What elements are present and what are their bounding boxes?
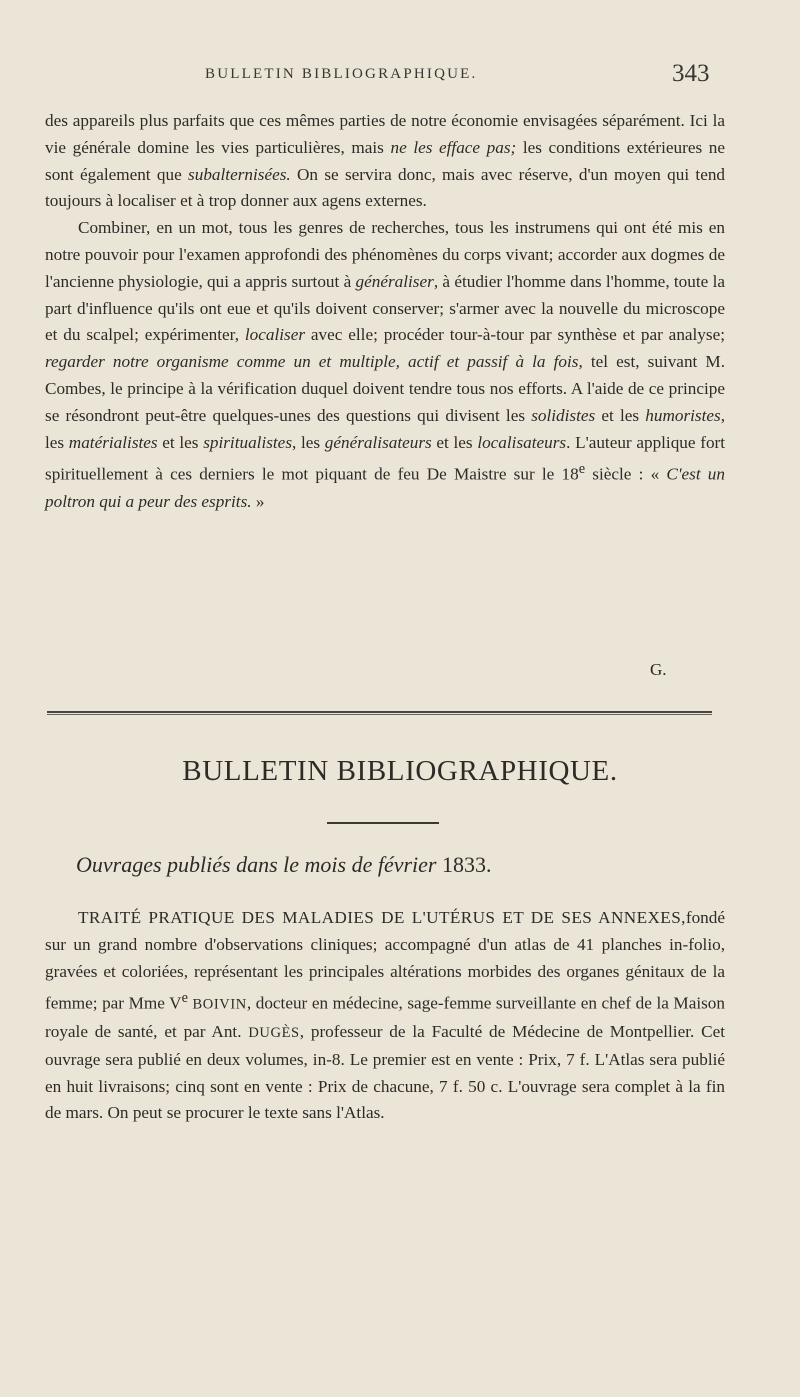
- text-run: , professeur de la Faculté de Médecine de Montpellier. Cet ouvrage sera publié en deux volumes, in-8. Le premier est en vente : Prix, 7 f. L'Atlas sera publié en huit livraisons; cinq sont en vente : Prix de chacune, 7 f. 50 c. L'ouvrage sera complet à la fin de mars. On peut se procurer le texte sans l'Atlas.: [45, 1021, 725, 1123]
- text-run: et les: [595, 405, 646, 425]
- paragraph-1: [45, 108, 725, 215]
- text-run: , docteur en médecine, sage-femme surveillante en chef de la Maison royale de santé, et par Ant.: [45, 994, 725, 1041]
- text-run: fondé sur un grand nombre d'observations cliniques; accompagné d'un atlas de 41 planches in-folio, gravées et coloriées, représentant les principales altérations morbides des organes génitaux de la femme; par Mme V: [45, 908, 725, 1014]
- text-run: . L'auteur applique fort spirituellement à ces derniers le mot piquant de feu De Maistre sur le 18: [45, 432, 726, 485]
- text-run: , à étudier l'homme dans l'homme, toute la part d'influence qu'ils ont eue et qu'ils doivent conserver; s'armer avec la nouvelle du microscope et du scalpel; expérimenter,: [45, 271, 725, 345]
- author-name: BOIVIN: [192, 997, 247, 1014]
- text-run: , les: [292, 432, 325, 452]
- superscript: e: [578, 461, 586, 478]
- page-number: 343: [672, 60, 710, 87]
- italic-run: humoristes: [645, 405, 721, 425]
- double-rule-divider: [47, 711, 712, 715]
- text-run: siècle : «: [585, 465, 667, 485]
- italic-run: subalternisées.: [188, 164, 291, 184]
- review-continuation: [45, 108, 725, 516]
- italic-run: matérialistes: [68, 432, 158, 452]
- italic-run: ne les efface pas;: [390, 137, 517, 157]
- subsection-year: 1833.: [442, 852, 492, 877]
- author-name: DUGÈS: [248, 1024, 300, 1041]
- running-title: BULLETIN BIBLIOGRAPHIQUE.: [205, 66, 478, 82]
- italic-run: regarder notre organisme comme un et multiple, actif et passif à la fois: [45, 352, 579, 372]
- italic-run: solidistes: [531, 405, 596, 425]
- short-rule-divider: [327, 822, 439, 824]
- italic-run: localiser: [244, 325, 306, 345]
- text-run: avec elle; procéder tour-à-tour par synthèse et par analyse;: [305, 325, 725, 345]
- bibliography-entry: [45, 905, 725, 1127]
- text-run: des appareils plus parfaits que ces mêmes parties de notre économie envisagées séparément. Ici la vie générale domine les vies particulières, mais: [45, 111, 725, 157]
- section-title: BULLETIN BIBLIOGRAPHIQUE.: [182, 755, 618, 787]
- text-run: et les: [431, 432, 478, 452]
- entry-paragraph: [45, 905, 725, 1127]
- running-head: [0, 60, 800, 90]
- italic-run: généralisateurs: [324, 432, 432, 452]
- review-signature: G.: [650, 660, 667, 679]
- superscript: e: [181, 990, 188, 1007]
- subsection-heading: [76, 852, 492, 878]
- text-run: Combiner, en un mot, tous les genres de recherches, tous les instrumens qui ont été mis en notre pouvoir pour l'examen approfondi des phénomènes du corps vivant; accorder aux dogmes de l'ancienne physiologie, qui a appris surtout à: [45, 218, 725, 291]
- paragraph-2: [45, 215, 725, 516]
- italic-run: localisateurs: [477, 432, 567, 452]
- text-run: , les: [45, 405, 726, 452]
- text-run: , tel est, suivant M. Combes, le principe à la vérification duquel doivent tendre tous nos efforts. A l'aide de ce principe se résondront peut-être quelques-unes des questions qui divisent les: [45, 352, 725, 425]
- text-run: On se servira donc, mais avec réserve, d'un moyen qui tend toujours à localiser et à trop donner aux agens externes.: [45, 164, 726, 211]
- italic-run: spiritualistes: [203, 432, 293, 452]
- text-run: les conditions extérieures ne sont également que: [45, 137, 725, 184]
- subsection-italic: Ouvrages publiés dans le mois de février: [76, 852, 437, 877]
- text-run: et les: [157, 432, 204, 452]
- entry-title: TRAITÉ PRATIQUE DES MALADIES DE L'UTÉRUS ET DE SES ANNEXES,: [78, 908, 686, 927]
- italic-run: C'est un poltron qui a peur des esprits.: [45, 465, 725, 511]
- text-run: »: [251, 491, 265, 511]
- italic-run: généraliser: [355, 271, 434, 291]
